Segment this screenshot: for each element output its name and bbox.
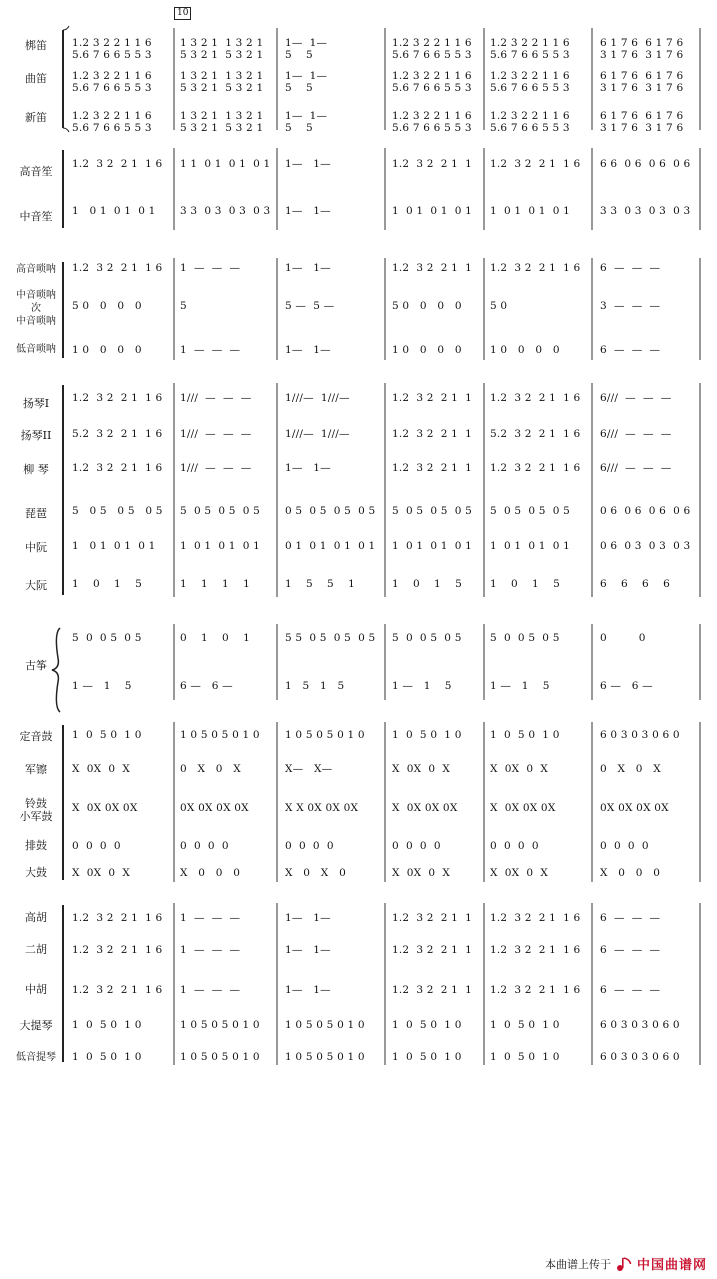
measure-cell-eh-5: 1.2 3 2 2 1 1 6 (490, 944, 581, 956)
measure-number: 10 (174, 7, 191, 20)
label-gaoyinsuona: 高音唢呐 (16, 264, 56, 275)
label-yangqin-2: 扬琴II (20, 429, 52, 442)
measure-cell-eh-3: 1— 1— (285, 944, 331, 956)
measure-cell-dytq-2: 1 0 5 0 5 0 1 0 (180, 1051, 260, 1063)
measure-cell-flute_top-3: 1— 1— (285, 37, 328, 49)
measure-cell-yq2-2: 1/// — — — (180, 428, 252, 440)
measure-cell-zh-4: 1.2 3 2 2 1 1 (392, 984, 473, 996)
measure-cell-gz_bot-2: 6 — 6 — (180, 680, 233, 692)
measure-cell-sheng_hi-4: 1.2 3 2 2 1 1 (392, 158, 473, 170)
measure-cell-flute_bot-copy-3-3: 5 5 (285, 122, 313, 134)
measure-cell-eh-1: 1.2 3 2 2 1 1 6 (72, 944, 163, 956)
measure-cell-sheng_mid-6: 3 3 0 3 0 3 0 3 (600, 205, 691, 217)
measure-cell-dytq-4: 1 0 5 0 1 0 (392, 1051, 462, 1063)
measure-cell-zr-4: 1 0 1 0 1 0 1 (392, 540, 473, 552)
measure-cell-dyg-4: 1 0 5 0 1 0 (392, 729, 462, 741)
measure-cell-gh-1: 1.2 3 2 2 1 1 6 (72, 912, 163, 924)
measure-cell-gz_bot-4: 1 — 1 5 (392, 680, 452, 692)
measure-cell-sheng_hi-1: 1.2 3 2 2 1 1 6 (72, 158, 163, 170)
measure-cell-jb-5: X 0X 0 X (490, 763, 549, 775)
measure-cell-lg-6: 0X 0X 0X 0X (600, 802, 669, 814)
measure-cell-zh-5: 1.2 3 2 2 1 1 6 (490, 984, 581, 996)
measure-cell-dg-1: X 0X 0 X (72, 867, 131, 879)
measure-cell-gh-2: 1 — — — (180, 912, 241, 924)
measure-cell-gz_top-6: 0 0 (600, 632, 646, 644)
measure-cell-suona_hi-5: 1.2 3 2 2 1 1 6 (490, 262, 581, 274)
measure-cell-gh-5: 1.2 3 2 2 1 1 6 (490, 912, 581, 924)
measure-cell-lq-3: 1— 1— (285, 462, 331, 474)
measure-cell-flute_top-copy-0-4: 1.2 3 2 2 1 1 6 (392, 70, 472, 82)
measure-cell-pg-3: 0 0 0 0 (285, 840, 334, 852)
label-pipa: 琵琶 (25, 507, 47, 520)
measure-cell-suona_mid-4: 5 0 0 0 0 (392, 300, 462, 312)
label-zhonghu: 中胡 (25, 983, 47, 996)
measure-cell-flute_top-copy-0-1: 1.2 3 2 2 1 1 6 (72, 70, 152, 82)
measure-cell-lq-2: 1/// — — — (180, 462, 252, 474)
label-lingu: 铃鼓 (25, 797, 47, 810)
measure-cell-flute_bot-copy-3-2: 5 3 2 1 5 3 2 1 (180, 122, 264, 134)
label-dingyingu: 定音鼓 (19, 730, 53, 743)
measure-cell-flute_bot-copy-1-1: 5.6 7 6 6 5 5 3 (72, 82, 152, 94)
label-guzheng: 古筝 (25, 659, 47, 672)
measure-cell-pg-2: 0 0 0 0 (180, 840, 229, 852)
measure-cell-gh-4: 1.2 3 2 2 1 1 (392, 912, 473, 924)
measure-cell-flute_bot-copy-1-4: 5.6 7 6 6 5 5 3 (392, 82, 472, 94)
measure-cell-yq2-1: 5.2 3 2 2 1 1 6 (72, 428, 163, 440)
label-zhongruan: 中阮 (25, 541, 47, 554)
measure-cell-sheng_mid-5: 1 0 1 0 1 0 1 (490, 205, 571, 217)
measure-cell-jb-2: 0 X 0 X (180, 763, 241, 775)
measure-cell-yq1-1: 1.2 3 2 2 1 1 6 (72, 392, 163, 404)
measure-cell-flute_top-copy-2-5: 1.2 3 2 2 1 1 6 (490, 110, 570, 122)
measure-cell-flute_top-copy-2-1: 1.2 3 2 2 1 1 6 (72, 110, 152, 122)
measure-cell-pp-2: 5 0 5 0 5 0 5 (180, 505, 261, 517)
measure-cell-dyg-6: 6 0 3 0 3 0 6 0 (600, 729, 680, 741)
measure-cell-yq1-6: 6/// — — — (600, 392, 672, 404)
measure-cell-sheng_mid-3: 1— 1— (285, 205, 331, 217)
measure-cell-pg-5: 0 0 0 0 (490, 840, 539, 852)
measure-cell-sheng_hi-5: 1.2 3 2 2 1 1 6 (490, 158, 581, 170)
measure-cell-flute_bot-3: 5 5 (285, 49, 313, 61)
measure-cell-dr-3: 1 5 5 1 (285, 578, 355, 590)
measure-cell-lq-5: 1.2 3 2 2 1 1 6 (490, 462, 581, 474)
measure-cell-yq1-3: 1///— 1///— (285, 392, 350, 404)
measure-cell-flute_top-copy-2-3: 1— 1— (285, 110, 328, 122)
measure-cell-flute_top-copy-2-6: 6 1 7 6 6 1 7 6 (600, 110, 684, 122)
measure-cell-suona_hi-4: 1.2 3 2 2 1 1 (392, 262, 473, 274)
measure-cell-dyg-3: 1 0 5 0 5 0 1 0 (285, 729, 365, 741)
measure-cell-suona_lo-5: 1 0 0 0 0 (490, 344, 560, 356)
measure-cell-dtq-3: 1 0 5 0 5 0 1 0 (285, 1019, 365, 1031)
measure-cell-flute_bot-4: 5.6 7 6 6 5 5 3 (392, 49, 472, 61)
measure-cell-lg-1: X 0X 0X 0X (72, 802, 138, 814)
measure-cell-gz_top-3: 5 5 0 5 0 5 0 5 (285, 632, 376, 644)
measure-cell-dtq-6: 6 0 3 0 3 0 6 0 (600, 1019, 680, 1031)
measure-cell-zr-6: 0 6 0 3 0 3 0 3 (600, 540, 691, 552)
label-datiqin: 大提琴 (19, 1019, 53, 1032)
measure-cell-flute_bot-copy-3-1: 5.6 7 6 6 5 5 3 (72, 122, 152, 134)
measure-cell-pg-1: 0 0 0 0 (72, 840, 121, 852)
measure-cell-flute_top-1: 1.2 3 2 2 1 1 6 (72, 37, 152, 49)
measure-cell-jb-3: X— X— (285, 763, 333, 775)
measure-cell-eh-4: 1.2 3 2 2 1 1 (392, 944, 473, 956)
measure-cell-dyg-5: 1 0 5 0 1 0 (490, 729, 560, 741)
measure-cell-dg-4: X 0X 0 X (392, 867, 451, 879)
measure-cell-zh-1: 1.2 3 2 2 1 1 6 (72, 984, 163, 996)
measure-cell-pp-6: 0 6 0 6 0 6 0 6 (600, 505, 691, 517)
measure-cell-dtq-1: 1 0 5 0 1 0 (72, 1019, 142, 1031)
measure-cell-lg-5: X 0X 0X 0X (490, 802, 556, 814)
measure-cell-lq-4: 1.2 3 2 2 1 1 (392, 462, 473, 474)
label-xiaojungu: 小军鼓 (19, 810, 53, 823)
watermark-site: 中国曲谱网 (636, 1258, 707, 1273)
measure-cell-lq-1: 1.2 3 2 2 1 1 6 (72, 462, 163, 474)
measure-cell-dytq-3: 1 0 5 0 5 0 1 0 (285, 1051, 365, 1063)
label-diyinsuona: 低音唢呐 (16, 344, 56, 355)
measure-cell-suona_mid-1: 5 0 0 0 0 (72, 300, 142, 312)
measure-cell-flute_top-copy-2-2: 1 3 2 1 1 3 2 1 (180, 110, 264, 122)
measure-cell-yq1-5: 1.2 3 2 2 1 1 6 (490, 392, 581, 404)
label-gaoyinsheng: 高音笙 (19, 165, 53, 178)
measure-cell-flute_top-2: 1 3 2 1 1 3 2 1 (180, 37, 264, 49)
measure-cell-flute_top-6: 6 1 7 6 6 1 7 6 (600, 37, 684, 49)
measure-cell-eh-2: 1 — — — (180, 944, 241, 956)
measure-cell-yq1-2: 1/// — — — (180, 392, 252, 404)
measure-cell-flute_top-copy-0-3: 1— 1— (285, 70, 328, 82)
measure-cell-flute_bot-copy-1-6: 3 1 7 6 3 1 7 6 (600, 82, 684, 94)
measure-cell-zh-3: 1— 1— (285, 984, 331, 996)
measure-cell-pp-4: 5 0 5 0 5 0 5 (392, 505, 473, 517)
measure-cell-dyg-1: 1 0 5 0 1 0 (72, 729, 142, 741)
measure-cell-flute_bot-copy-3-6: 3 1 7 6 3 1 7 6 (600, 122, 684, 134)
measure-cell-zh-6: 6 — — — (600, 984, 661, 996)
measure-cell-suona_lo-3: 1— 1— (285, 344, 331, 356)
measure-cell-flute_bot-1: 5.6 7 6 6 5 5 3 (72, 49, 152, 61)
measure-cell-dg-5: X 0X 0 X (490, 867, 549, 879)
measure-cell-pg-6: 0 0 0 0 (600, 840, 649, 852)
measure-cell-zr-3: 0 1 0 1 0 1 0 1 (285, 540, 376, 552)
measure-cell-jb-6: 0 X 0 X (600, 763, 661, 775)
measure-cell-gz_bot-1: 1 — 1 5 (72, 680, 132, 692)
measure-cell-dytq-6: 6 0 3 0 3 0 6 0 (600, 1051, 680, 1063)
measure-cell-sheng_hi-2: 1 1 0 1 0 1 0 1 (180, 158, 271, 170)
measure-cell-dg-6: X 0 0 0 (600, 867, 661, 879)
measure-cell-gz_top-4: 5 0 0 5 0 5 (392, 632, 462, 644)
label-junbo: 军镲 (25, 763, 47, 776)
measure-cell-suona_mid-2: 5 (180, 300, 187, 312)
label-yangqin-1: 扬琴I (22, 397, 50, 410)
measure-cell-dg-3: X 0 X 0 (285, 867, 346, 879)
measure-cell-dtq-4: 1 0 5 0 1 0 (392, 1019, 462, 1031)
measure-cell-yq2-3: 1///— 1///— (285, 428, 350, 440)
measure-cell-gh-6: 6 — — — (600, 912, 661, 924)
measure-cell-flute_top-copy-0-6: 6 1 7 6 6 1 7 6 (600, 70, 684, 82)
measure-cell-yq2-5: 5.2 3 2 2 1 1 6 (490, 428, 581, 440)
label-bangdi: 梆笛 (25, 39, 47, 52)
watermark (545, 1254, 707, 1273)
measure-cell-flute_bot-copy-3-5: 5.6 7 6 6 5 5 3 (490, 122, 570, 134)
label-ci: 次 (31, 303, 41, 314)
label-xindi: 新笛 (25, 111, 47, 124)
measure-cell-yq1-4: 1.2 3 2 2 1 1 (392, 392, 473, 404)
measure-cell-suona_hi-6: 6 — — — (600, 262, 661, 274)
measure-cell-dytq-5: 1 0 5 0 1 0 (490, 1051, 560, 1063)
measure-cell-suona_lo-4: 1 0 0 0 0 (392, 344, 462, 356)
measure-cell-gz_top-1: 5 0 0 5 0 5 (72, 632, 142, 644)
label-erhu: 二胡 (25, 943, 47, 956)
measure-cell-dtq-2: 1 0 5 0 5 0 1 0 (180, 1019, 260, 1031)
measure-cell-pp-3: 0 5 0 5 0 5 0 5 (285, 505, 376, 517)
measure-cell-flute_top-copy-2-4: 1.2 3 2 2 1 1 6 (392, 110, 472, 122)
measure-cell-flute_bot-copy-1-3: 5 5 (285, 82, 313, 94)
measure-cell-suona_mid-6: 3 — — — (600, 300, 661, 312)
measure-cell-zr-5: 1 0 1 0 1 0 1 (490, 540, 571, 552)
measure-cell-dtq-5: 1 0 5 0 1 0 (490, 1019, 560, 1031)
measure-cell-flute_bot-2: 5 3 2 1 5 3 2 1 (180, 49, 264, 61)
measure-cell-suona_lo-2: 1 — — — (180, 344, 241, 356)
measure-cell-zh-2: 1 — — — (180, 984, 241, 996)
measure-cell-suona_mid-3: 5 — 5 — (285, 300, 335, 312)
measure-cell-gz_bot-3: 1 5 1 5 (285, 680, 345, 692)
label-daruan: 大阮 (25, 579, 47, 592)
measure-cell-gz_bot-5: 1 — 1 5 (490, 680, 550, 692)
measure-cell-lg-2: 0X 0X 0X 0X (180, 802, 249, 814)
measure-cell-gz_top-5: 5 0 0 5 0 5 (490, 632, 560, 644)
label-diyintiqin: 低音提琴 (16, 1052, 56, 1063)
measure-cell-lq-6: 6/// — — — (600, 462, 672, 474)
measure-cell-sheng_hi-3: 1— 1— (285, 158, 331, 170)
measure-cell-sheng_hi-6: 6 6 0 6 0 6 0 6 (600, 158, 691, 170)
measure-cell-zr-2: 1 0 1 0 1 0 1 (180, 540, 261, 552)
measure-cell-dr-1: 1 0 1 5 (72, 578, 142, 590)
measure-cell-flute_top-4: 1.2 3 2 2 1 1 6 (392, 37, 472, 49)
measure-cell-dr-5: 1 0 1 5 (490, 578, 560, 590)
measure-cell-flute_bot-5: 5.6 7 6 6 5 5 3 (490, 49, 570, 61)
label-liuqin: 柳 琴 (23, 463, 49, 476)
measure-cell-suona_hi-1: 1.2 3 2 2 1 1 6 (72, 262, 163, 274)
measure-cell-flute_bot-copy-1-2: 5 3 2 1 5 3 2 1 (180, 82, 264, 94)
measure-cell-suona_hi-3: 1— 1— (285, 262, 331, 274)
measure-cell-flute_top-copy-0-5: 1.2 3 2 2 1 1 6 (490, 70, 570, 82)
measure-cell-pp-1: 5 0 5 0 5 0 5 (72, 505, 163, 517)
measure-cell-flute_bot-copy-1-5: 5.6 7 6 6 5 5 3 (490, 82, 570, 94)
music-note-logo-icon (615, 1256, 633, 1272)
measure-cell-pg-4: 0 0 0 0 (392, 840, 441, 852)
measure-cell-dr-4: 1 0 1 5 (392, 578, 462, 590)
measure-cell-yq2-6: 6/// — — — (600, 428, 672, 440)
measure-cell-lg-3: X X 0X 0X 0X (285, 802, 359, 814)
measure-cell-lg-4: X 0X 0X 0X (392, 802, 458, 814)
measure-cell-gh-3: 1— 1— (285, 912, 331, 924)
measure-cell-eh-6: 6 — — — (600, 944, 661, 956)
measure-cell-jb-1: X 0X 0 X (72, 763, 131, 775)
label-zhongyinsuona: 中音唢呐 (16, 290, 56, 301)
measure-cell-suona_hi-2: 1 — — — (180, 262, 241, 274)
measure-cell-flute_top-copy-0-2: 1 3 2 1 1 3 2 1 (180, 70, 264, 82)
measure-cell-dr-6: 6 6 6 6 (600, 578, 670, 590)
measure-cell-suona_mid-5: 5 0 (490, 300, 508, 312)
measure-cell-zr-1: 1 0 1 0 1 0 1 (72, 540, 156, 552)
measure-cell-suona_lo-6: 6 — — — (600, 344, 661, 356)
label-zhongyinsuona-2: 中音唢呐 (16, 316, 56, 327)
measure-cell-pp-5: 5 0 5 0 5 0 5 (490, 505, 571, 517)
label-qudi: 曲笛 (25, 72, 47, 85)
label-dagu: 大鼓 (25, 866, 47, 879)
measure-cell-dr-2: 1 1 1 1 (180, 578, 250, 590)
measure-cell-dytq-1: 1 0 5 0 1 0 (72, 1051, 142, 1063)
measure-cell-suona_lo-1: 1 0 0 0 0 (72, 344, 142, 356)
measure-cell-flute_bot-6: 3 1 7 6 3 1 7 6 (600, 49, 684, 61)
label-zhongyinsheng: 中音笙 (19, 210, 53, 223)
label-gaohu: 高胡 (25, 911, 47, 924)
measure-cell-sheng_mid-2: 3 3 0 3 0 3 0 3 (180, 205, 271, 217)
measure-cell-dg-2: X 0 0 0 (180, 867, 241, 879)
watermark-text: 本曲谱上传于 (544, 1257, 611, 1271)
measure-cell-sheng_mid-1: 1 0 1 0 1 0 1 (72, 205, 156, 217)
measure-cell-yq2-4: 1.2 3 2 2 1 1 (392, 428, 473, 440)
label-paigu: 排鼓 (25, 839, 47, 852)
measure-cell-gz_top-2: 0 1 0 1 (180, 632, 250, 644)
measure-cell-sheng_mid-4: 1 0 1 0 1 0 1 (392, 205, 473, 217)
measure-cell-dyg-2: 1 0 5 0 5 0 1 0 (180, 729, 260, 741)
measure-cell-flute_top-5: 1.2 3 2 2 1 1 6 (490, 37, 570, 49)
measure-cell-gz_bot-6: 6 — 6 — (600, 680, 653, 692)
measure-cell-jb-4: X 0X 0 X (392, 763, 451, 775)
measure-cell-flute_bot-copy-3-4: 5.6 7 6 6 5 5 3 (392, 122, 472, 134)
